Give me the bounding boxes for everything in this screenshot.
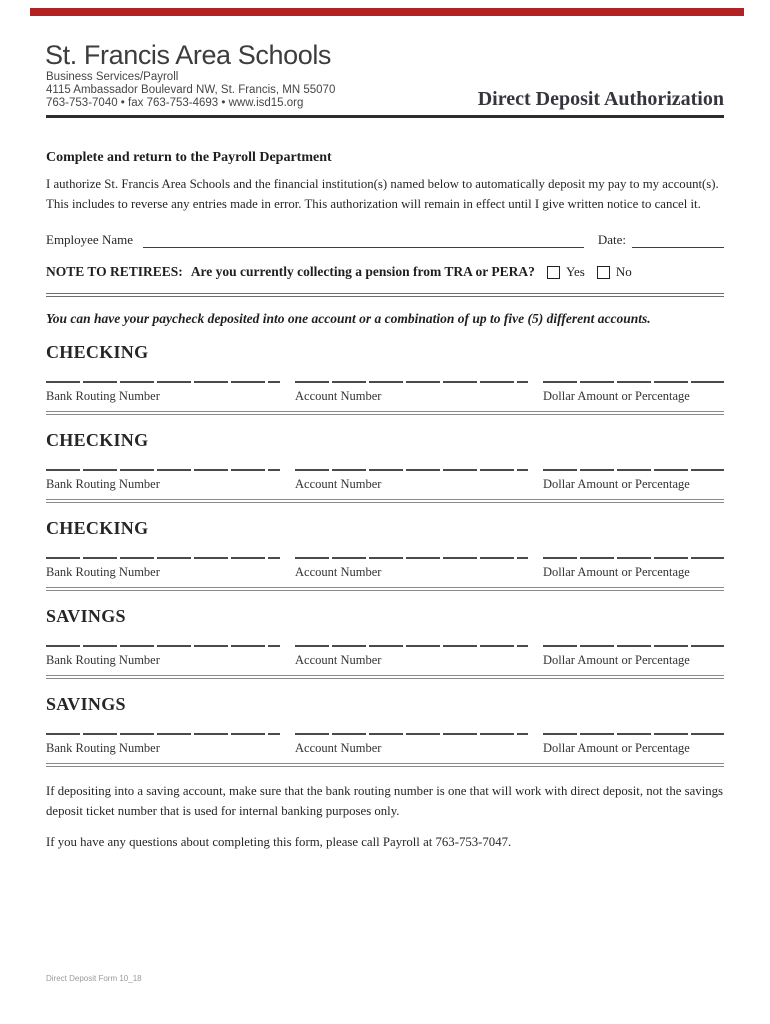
dollar-amount-label: Dollar Amount or Percentage: [543, 653, 690, 667]
account-number-label: Account Number: [295, 389, 382, 403]
account-fields-row: [46, 381, 724, 404]
routing-number-label: Bank Routing Number: [46, 389, 160, 403]
routing-number-field[interactable]: [46, 645, 280, 647]
employee-name-field[interactable]: [143, 234, 584, 248]
employee-date-row: [46, 230, 724, 248]
amount-column: [543, 733, 724, 756]
payroll-questions-line: If you have any questions about completing this form, please call Payroll at 763-753-7047.: [46, 835, 512, 849]
dollar-amount-field[interactable]: [543, 645, 724, 647]
account-number-label: Account Number: [295, 741, 382, 755]
date-field[interactable]: [632, 234, 724, 248]
routing-number-field[interactable]: [46, 469, 280, 471]
employee-name-label: Employee Name: [46, 232, 133, 247]
savings-warning-line-1: If depositing into a saving account, make sure that the bank routing number is one that will work with direct deposit, not the savings: [46, 784, 724, 798]
header-contact-block: [46, 71, 335, 110]
retiree-note-row: [46, 263, 724, 281]
account-type-heading: SAVINGS: [46, 694, 126, 714]
routing-number-label: Bank Routing Number: [46, 653, 160, 667]
school-name: St. Francis Area Schools: [45, 40, 332, 70]
dollar-amount-label: Dollar Amount or Percentage: [543, 477, 690, 491]
account-number-field[interactable]: [295, 733, 528, 735]
account-fields-row: [46, 557, 724, 580]
account-type-heading: CHECKING: [46, 342, 149, 362]
dollar-amount-label: Dollar Amount or Percentage: [543, 565, 690, 579]
authorization-line-1: I authorize St. Francis Area Schools and the financial institution(s) named below to automatically deposit my pay to my account(s).: [46, 177, 719, 191]
header-rule: [46, 115, 724, 118]
dollar-amount-label: Dollar Amount or Percentage: [543, 389, 690, 403]
account-number-column: [295, 645, 528, 668]
savings-warning-paragraph: [46, 781, 724, 821]
account-section: [46, 342, 724, 415]
account-number-label: Account Number: [295, 477, 382, 491]
pension-yes-checkbox[interactable]: [547, 266, 560, 279]
routing-number-field[interactable]: [46, 733, 280, 735]
account-section-divider: [46, 675, 724, 679]
address-line: 4115 Ambassador Boulevard NW, St. Francis, MN 55070: [46, 84, 336, 96]
account-type-heading: CHECKING: [46, 518, 149, 538]
authorization-paragraph: [46, 174, 724, 214]
account-section: [46, 430, 724, 503]
account-section: [46, 694, 724, 767]
account-number-column: [295, 381, 528, 404]
savings-warning-line-2: deposit ticket number that is used for internal banking purposes only.: [46, 804, 400, 818]
account-number-field[interactable]: [295, 645, 528, 647]
account-fields-row: [46, 645, 724, 668]
routing-number-label: Bank Routing Number: [46, 741, 160, 755]
routing-number-label: Bank Routing Number: [46, 565, 160, 579]
pension-no-label: No: [615, 264, 632, 279]
amount-column: [543, 557, 724, 580]
account-number-column: [295, 469, 528, 492]
date-label: Date:: [597, 232, 626, 247]
account-sections: [46, 342, 724, 767]
form-version-footer: Direct Deposit Form 10_18: [46, 974, 142, 983]
form-title: Direct Deposit Authorization: [477, 88, 724, 110]
pension-no-checkbox[interactable]: [597, 266, 610, 279]
account-number-field[interactable]: [295, 381, 528, 383]
amount-column: [543, 469, 724, 492]
dollar-amount-field[interactable]: [543, 381, 724, 383]
account-fields-row: [46, 733, 724, 756]
account-type-heading: CHECKING: [46, 430, 149, 450]
dollar-amount-label: Dollar Amount or Percentage: [543, 741, 690, 755]
routing-number-field[interactable]: [46, 557, 280, 559]
phone-web-line: 763-753-7040 • fax 763-753-4693 • www.isd15.org: [46, 97, 304, 109]
section-divider: [46, 293, 724, 297]
account-number-column: [295, 557, 528, 580]
routing-number-column: [46, 557, 280, 580]
account-number-label: Account Number: [295, 565, 382, 579]
account-section: [46, 606, 724, 679]
account-section-divider: [46, 411, 724, 415]
accounts-intro: You can have your paycheck deposited into one account or a combination of up to five (5) different accounts.: [46, 311, 651, 326]
routing-number-field[interactable]: [46, 381, 280, 383]
account-number-column: [295, 733, 528, 756]
account-number-field[interactable]: [295, 557, 528, 559]
routing-number-label: Bank Routing Number: [46, 477, 160, 491]
routing-number-column: [46, 469, 280, 492]
routing-number-column: [46, 645, 280, 668]
department-line: Business Services/Payroll: [46, 71, 179, 83]
retiree-question: Are you currently collecting a pension from TRA or PERA?: [190, 264, 535, 279]
account-section: [46, 518, 724, 591]
account-type-heading: SAVINGS: [46, 606, 126, 626]
account-number-label: Account Number: [295, 653, 382, 667]
pension-yes-label: Yes: [565, 264, 585, 279]
retiree-note-label: NOTE TO RETIREES:: [46, 264, 183, 279]
amount-column: [543, 645, 724, 668]
routing-number-column: [46, 733, 280, 756]
amount-column: [543, 381, 724, 404]
dollar-amount-field[interactable]: [543, 733, 724, 735]
dollar-amount-field[interactable]: [543, 557, 724, 559]
form-body: [46, 146, 724, 850]
account-section-divider: [46, 763, 724, 767]
authorization-line-2: This includes to reverse any entries made in error. This authorization will remain in effect until I give written notice to cancel it.: [46, 197, 701, 211]
dollar-amount-field[interactable]: [543, 469, 724, 471]
top-accent-bar: [30, 8, 744, 16]
account-section-divider: [46, 499, 724, 503]
return-instruction-heading: Complete and return to the Payroll Department: [46, 150, 332, 165]
routing-number-column: [46, 381, 280, 404]
account-section-divider: [46, 587, 724, 591]
account-fields-row: [46, 469, 724, 492]
account-number-field[interactable]: [295, 469, 528, 471]
